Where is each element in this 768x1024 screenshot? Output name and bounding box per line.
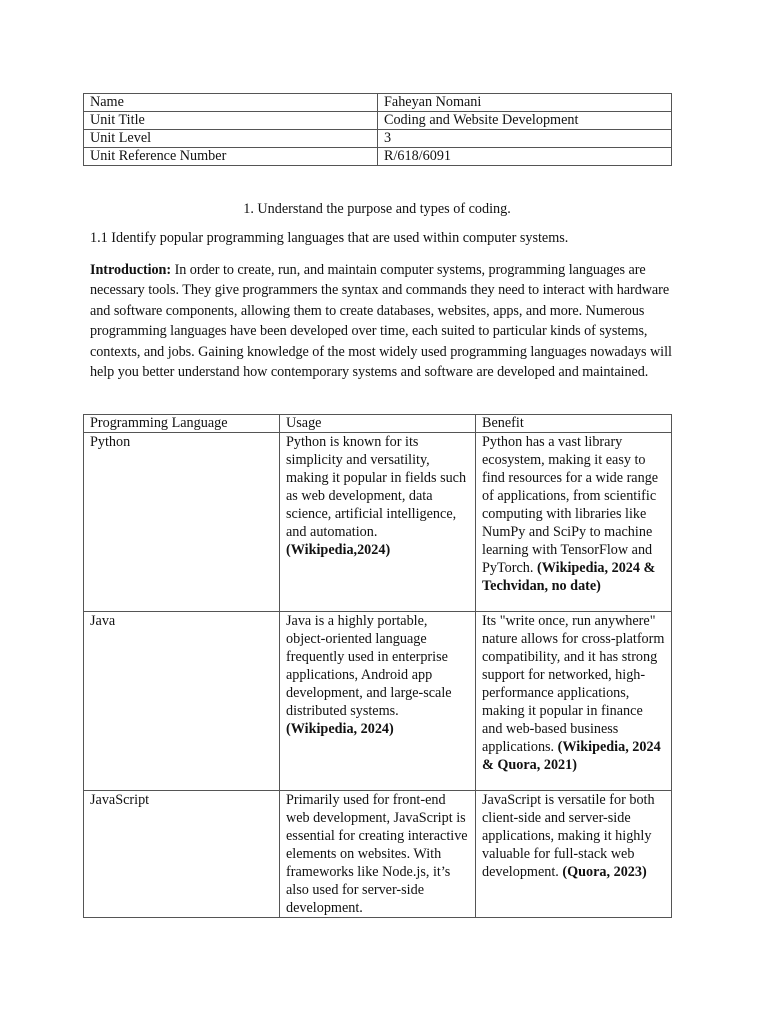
benefit-text: JavaScript is versatile for both client-side and server-side applications, making it highly valuable for full-stack web development. xyxy=(482,792,655,880)
usage-text: Python is known for its simplicity and versatility, making it popular in fields such as web development, data science, artificial intelligence, and automation. xyxy=(286,434,467,540)
introduction-text: In order to create, run, and maintain computer systems, programming languages are necessary tools. They give programmers the syntax and commands they need to interact with hardware and software components, allowing them to create databases, websites, apps, and more. Numerous programming languages have been developed over time, each suited to particular kinds of systems, contexts, and jobs. Gaining knowledge of the most widely used programming languages nowadays will help you better understand how contemporary systems and software are developed and maintained. xyxy=(90,262,672,381)
info-value: R/618/6091 xyxy=(378,148,672,166)
info-value: 3 xyxy=(378,130,672,148)
info-value: Coding and Website Development xyxy=(378,112,672,130)
column-header-language: Programming Language xyxy=(84,415,280,433)
subheading: 1.1 Identify popular programming languages that are used within computer systems. xyxy=(90,230,569,246)
usage-cell xyxy=(280,433,476,612)
usage-cell xyxy=(280,791,476,918)
info-label: Unit Title xyxy=(84,112,378,130)
table-header-row xyxy=(84,415,672,433)
info-value: Faheyan Nomani xyxy=(378,94,672,112)
usage-citation: (Wikipedia, 2024) xyxy=(286,721,394,737)
table-row xyxy=(84,433,672,612)
introduction-paragraph xyxy=(90,260,682,382)
table-row xyxy=(84,94,672,112)
benefit-text: Python has a vast library ecosystem, making it easy to find resources for a wide range of applications, from scientific computing with libraries like NumPy and SciPy to machine learning with TensorFlow and PyTorch. xyxy=(482,434,659,576)
table-row xyxy=(84,148,672,166)
benefit-cell xyxy=(476,612,672,791)
benefit-cell xyxy=(476,433,672,612)
info-label: Unit Reference Number xyxy=(84,148,378,166)
language-cell: JavaScript xyxy=(84,791,280,918)
info-label: Name xyxy=(84,94,378,112)
table-row xyxy=(84,130,672,148)
benefit-citation: (Quora, 2023) xyxy=(562,864,647,880)
table-row xyxy=(84,112,672,130)
usage-citation: (Wikipedia,2024) xyxy=(286,542,391,558)
info-label: Unit Level xyxy=(84,130,378,148)
section-heading: 1. Understand the purpose and types of coding. xyxy=(243,201,511,217)
benefit-text: Its "write once, run anywhere" nature allows for cross-platform compatibility, and it has strong support for networked, high-performance applications, making it popular in finance and web-based business applications. xyxy=(482,613,665,755)
benefit-citation: (Wikipedia, 2024 & Techvidan, no date) xyxy=(482,560,656,594)
column-header-usage: Usage xyxy=(280,415,476,433)
usage-cell xyxy=(280,612,476,791)
language-cell: Python xyxy=(84,433,280,612)
usage-text: Java is a highly portable, object-oriented language frequently used in enterprise applications, Android app development, and large-scale distributed systems. xyxy=(286,613,452,719)
programming-languages-table xyxy=(83,414,672,918)
table-row xyxy=(84,791,672,918)
table-row xyxy=(84,612,672,791)
benefit-cell xyxy=(476,791,672,918)
student-info-table xyxy=(83,93,672,166)
usage-text: Primarily used for front-end web development, JavaScript is essential for creating interactive elements on websites. With frameworks like Node.js, it’s also used for server-side development. xyxy=(286,792,468,916)
introduction-label: Introduction: xyxy=(90,262,172,278)
language-cell: Java xyxy=(84,612,280,791)
benefit-citation: (Wikipedia, 2024 & Quora, 2021) xyxy=(482,739,661,773)
column-header-benefit: Benefit xyxy=(476,415,672,433)
